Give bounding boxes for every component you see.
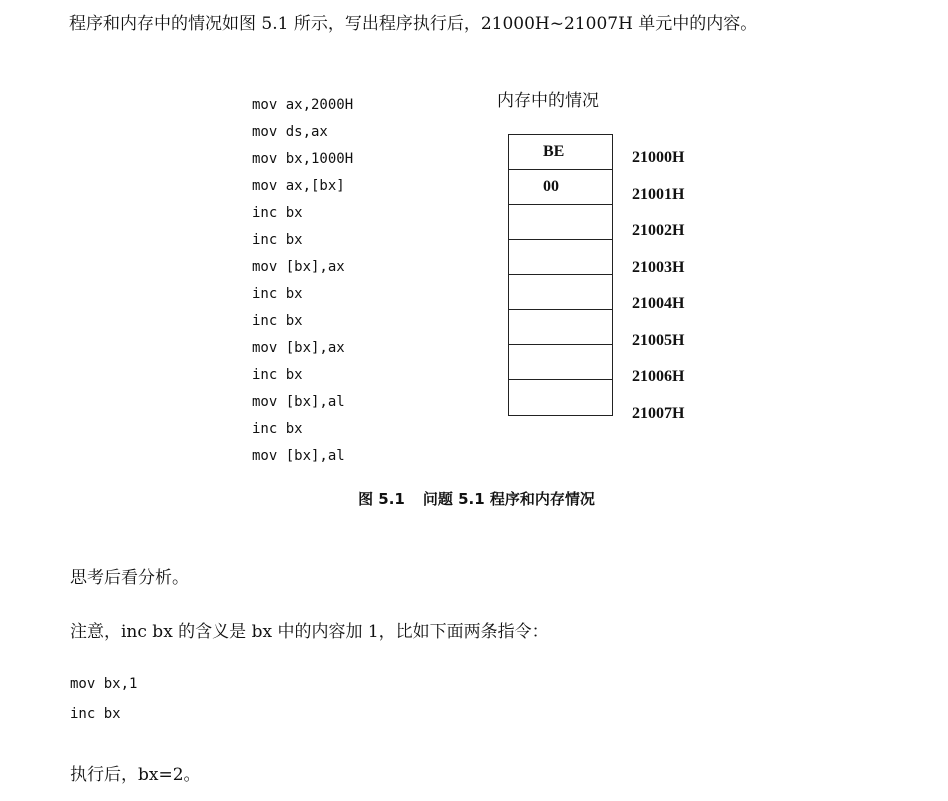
code-line: mov [bx],al: [252, 394, 345, 410]
memory-title: 内存中的情况: [497, 91, 599, 111]
memory-address: 21005H: [632, 331, 685, 349]
memory-cell: [508, 379, 613, 416]
intro-paragraph: 程序和内存中的情况如图 5.1 所示，写出程序执行后，21000H~21007H 单元中的内容。: [69, 14, 758, 34]
figure-number: 图 5.1: [358, 490, 405, 508]
code-line: inc bx: [252, 286, 303, 302]
memory-cell: 00: [508, 169, 613, 204]
memory-address: 21000H: [632, 149, 685, 166]
memory-cell: BE: [508, 134, 613, 169]
memory-cell: [508, 274, 613, 309]
code-line: inc bx: [70, 706, 121, 722]
memory-table: [508, 134, 613, 416]
code-line: inc bx: [252, 232, 303, 248]
code-line: mov [bx],ax: [252, 340, 345, 356]
note-paragraph: 注意，inc bx 的含义是 bx 中的内容加 1，比如下面两条指令：: [70, 622, 549, 642]
code-line: mov bx,1: [70, 676, 138, 692]
figure-caption: [0, 488, 948, 509]
code-line: mov bx,1000H: [252, 151, 354, 167]
memory-address: 21002H: [632, 222, 685, 239]
code-line: mov ax,[bx]: [252, 178, 345, 194]
memory-address: 21003H: [632, 258, 685, 276]
figure-caption-text: 问题 5.1 程序和内存情况: [422, 490, 595, 508]
memory-address-list: [632, 140, 684, 432]
code-line: inc bx: [252, 313, 303, 329]
memory-address: 21006H: [632, 368, 685, 385]
memory-cell: [508, 344, 613, 379]
code-line: mov [bx],al: [252, 448, 345, 464]
code-line: inc bx: [252, 421, 303, 437]
memory-cell: [508, 204, 613, 239]
memory-cell: [508, 309, 613, 344]
think-paragraph: 思考后看分析。: [70, 568, 189, 588]
program-listing: [252, 92, 353, 470]
memory-address: 21001H: [632, 185, 685, 203]
code-line: mov ds,ax: [252, 124, 328, 140]
memory-address: 21007H: [632, 404, 685, 422]
example-code: [70, 669, 137, 729]
code-line: mov [bx],ax: [252, 259, 345, 275]
memory-cell: [508, 239, 613, 274]
code-line: inc bx: [252, 367, 303, 383]
code-line: mov ax,2000H: [252, 97, 354, 113]
memory-address: 21004H: [632, 295, 685, 312]
code-line: inc bx: [252, 205, 303, 221]
result-paragraph: 执行后，bx=2。: [70, 765, 201, 785]
